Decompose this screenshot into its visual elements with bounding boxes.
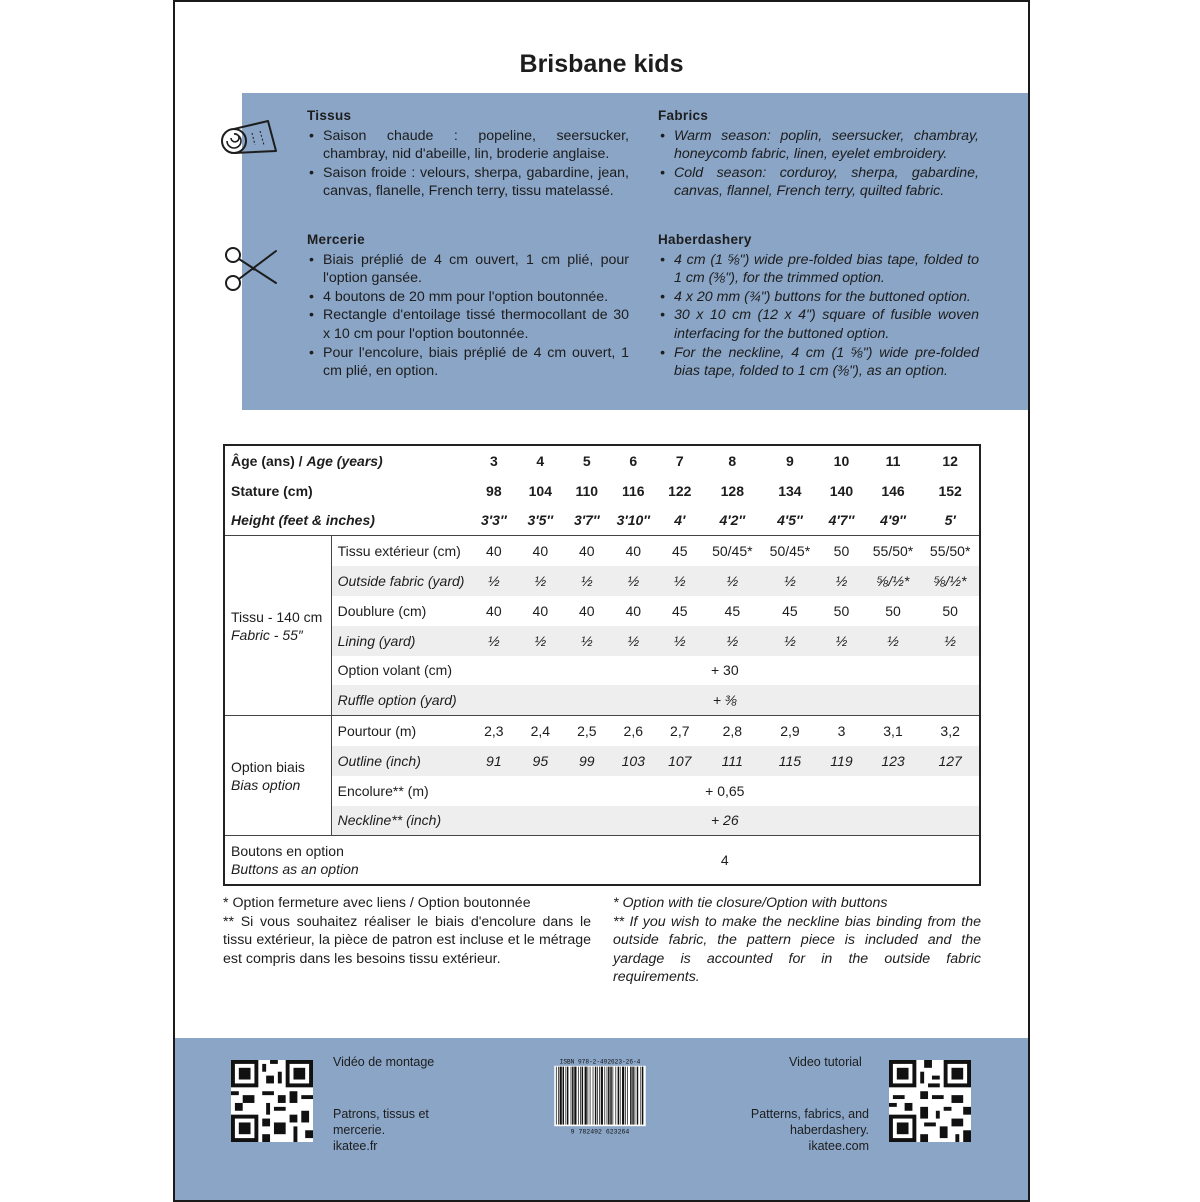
cell: 40 — [471, 536, 517, 566]
cell: 50 — [818, 536, 864, 566]
barcode-bar — [556, 1067, 557, 1125]
cell: 50 — [833, 602, 850, 619]
barcode-bar — [637, 1067, 638, 1125]
cell: 3 — [818, 716, 864, 746]
cell: ½ — [610, 566, 656, 596]
video-label-fr[interactable]: Vidéo de montage — [333, 1055, 435, 1069]
bias-group-label — [224, 716, 331, 836]
cell: 4 — [536, 452, 545, 469]
cell: 4 — [471, 836, 980, 886]
scissors-icon — [222, 243, 282, 295]
footer — [175, 1038, 1028, 1200]
fabrics-fr-heading: Tissus — [307, 108, 352, 123]
cell: 2,7 — [657, 716, 703, 746]
cell: 4′2″ — [719, 512, 746, 529]
cell: ½ — [657, 566, 703, 596]
haberdashery-fr-heading: Mercerie — [307, 232, 365, 247]
bias-group-en: Bias option — [231, 776, 301, 793]
page-title: Brisbane kids — [519, 50, 684, 78]
cell: ⅝/½* — [865, 566, 922, 596]
barcode-bar — [580, 1067, 581, 1125]
cell: 2,4 — [517, 716, 563, 746]
cell: ½ — [762, 626, 819, 656]
cell: ½ — [517, 566, 563, 596]
fabrics-en-heading: Fabrics — [658, 108, 709, 123]
fabric-group-fr: Tissu - 140 cm — [231, 608, 323, 625]
age-label-fr: Âge (ans) / — [231, 452, 307, 469]
list-item: • 4 cm (1 ⅝") wide pre-folded bias tape, folded to 1 cm (⅜"), for the trimmed option. — [658, 251, 979, 288]
row-label: Tissu extérieur (cm) — [331, 536, 470, 566]
cell: 40 — [564, 536, 610, 566]
cell: 4′ — [674, 512, 686, 529]
site-en-link[interactable]: ikatee.com — [808, 1139, 869, 1153]
barcode-bar — [627, 1067, 628, 1125]
barcode-bar — [571, 1067, 572, 1125]
page — [173, 0, 1030, 1202]
cell: 40 — [579, 602, 595, 619]
row-label: Encolure** (m) — [337, 782, 429, 799]
cell: + 30 — [710, 662, 739, 679]
table-row — [224, 746, 980, 776]
table-row — [224, 626, 980, 656]
cell: 55/50* — [865, 536, 922, 566]
list-item: • For the neckline, 4 cm (1 ⅝") wide pre-folded bias tape, folded to 1 cm (⅜"), as an option. — [658, 344, 979, 381]
size-chart-table — [223, 444, 981, 886]
qr-code-en-icon[interactable] — [889, 1060, 971, 1142]
cell: 3,2 — [921, 716, 980, 746]
cell: 3′10″ — [616, 512, 650, 529]
barcode-bar — [585, 1067, 587, 1125]
cell: 99 — [564, 746, 610, 776]
cell: 110 — [575, 482, 599, 499]
table-row — [224, 685, 980, 715]
list-item: • Pour l'encolure, biais préplié de 4 cm ouvert, 1 cm plié, en option. — [307, 344, 629, 381]
cell: 40 — [625, 602, 642, 619]
cell: 152 — [938, 482, 962, 499]
table-row — [224, 836, 980, 886]
barcode-bar — [618, 1067, 619, 1125]
barcode-bar — [622, 1067, 624, 1125]
haberdashery-en — [658, 231, 979, 381]
haberdashery-fr — [307, 231, 629, 381]
table-row — [224, 596, 980, 626]
notes-en — [613, 894, 981, 987]
cell: 8 — [728, 452, 737, 469]
cell: 9 — [786, 452, 794, 469]
cell: + 0,65 — [705, 782, 745, 799]
cell: + 26 — [471, 806, 980, 836]
table-row — [224, 476, 980, 506]
cell: ½ — [703, 566, 762, 596]
notes-fr — [223, 894, 591, 968]
barcode-bar — [632, 1067, 633, 1125]
cell: 3 — [489, 452, 498, 469]
cell: ½ — [818, 566, 864, 596]
list-item: • Biais préplié de 4 cm ouvert, 1 cm plié, pour l'option gansée. — [307, 251, 629, 288]
cell: 40 — [517, 536, 563, 566]
cell: 2,6 — [610, 716, 656, 746]
fabrics-fr — [307, 107, 629, 201]
cell: 140 — [829, 482, 854, 499]
table-row — [224, 566, 980, 596]
cell: 103 — [610, 746, 656, 776]
table-row — [224, 506, 980, 536]
shop-fr: Patrons, tissus et mercerie. — [333, 1107, 429, 1137]
cell: 45 — [782, 602, 798, 619]
barcode-bar — [590, 1067, 591, 1125]
cell: 50 — [885, 602, 901, 619]
barcode-bar — [595, 1067, 596, 1125]
barcode-bar — [608, 1067, 609, 1125]
list-item: • 4 x 20 mm (¾") buttons for the buttoned option. — [658, 288, 979, 307]
bias-group-fr: Option biais — [231, 758, 305, 775]
isbn-text: ISBN 978-2-492623-26-4 — [559, 1058, 641, 1066]
cell: 10 — [833, 452, 850, 469]
list-item: • Warm season: poplin, seersucker, chambray, honeycomb fabric, linen, eyelet embroidery. — [658, 127, 979, 164]
row-label: Lining (yard) — [331, 626, 470, 656]
note: ** If you wish to make the neckline bias binding from the outside fabric, the pattern piece is included and the yardage is accounted for in the outside fabric requirements. — [613, 913, 981, 986]
barcode-bar — [620, 1067, 621, 1125]
table-row — [224, 806, 980, 836]
shop-en: Patterns, fabrics, and haberdashery. — [750, 1107, 869, 1137]
row-label: Outside fabric (yard) — [331, 566, 470, 596]
list-item: • Cold season: corduroy, sherpa, gabardine, canvas, flannel, French terry, quilted fabric. — [658, 164, 979, 201]
list-item: • Saison chaude : popeline, seersucker, chambray, nid d'abeille, lin, broderie anglaise. — [307, 127, 629, 164]
row-label: Doublure (cm) — [337, 602, 427, 619]
cell: 91 — [471, 746, 517, 776]
barcode-bar — [572, 1067, 573, 1125]
cell: 2,9 — [762, 716, 819, 746]
barcode-bar — [625, 1067, 626, 1125]
barcode-bar — [601, 1067, 603, 1125]
barcode-bar — [615, 1067, 616, 1125]
note: * Option fermeture avec liens / Option boutonnée — [223, 895, 531, 911]
note: ** Si vous souhaitez réaliser le biais d'encolure dans le tissu extérieur, la pièce de patron est incluse et le métrage est compris dans les besoins tissu extérieur. — [223, 913, 591, 967]
cell: 50/45* — [762, 536, 819, 566]
cell: 122 — [668, 482, 692, 499]
cell: 45 — [657, 536, 703, 566]
cell: 115 — [762, 746, 819, 776]
fabric-group-en: Fabric - 55″ — [231, 626, 303, 643]
cell: ½ — [703, 626, 762, 656]
video-label-en[interactable]: Video tutorial — [789, 1055, 862, 1069]
barcode-bar — [630, 1067, 631, 1125]
cell: 98 — [486, 482, 502, 499]
table-row — [224, 536, 980, 566]
barcode-bar — [599, 1067, 600, 1125]
fabrics-en — [658, 107, 979, 201]
cell: 40 — [610, 536, 656, 566]
height-label: Height (feet & inches) — [231, 512, 375, 529]
barcode-bar — [640, 1067, 641, 1125]
cell: 5 — [582, 452, 591, 469]
barcode-bar — [558, 1067, 559, 1125]
table-row — [224, 656, 980, 686]
cell: ½ — [610, 626, 656, 656]
cell: ½ — [657, 626, 703, 656]
cell: ½ — [564, 566, 610, 596]
barcode-bar — [612, 1067, 613, 1125]
cell: 4′7″ — [828, 512, 855, 529]
cell: 123 — [865, 746, 922, 776]
cell: 4′5″ — [777, 512, 803, 529]
row-label: Outline (inch) — [331, 746, 470, 776]
buttons-en: Buttons as an option — [231, 861, 359, 878]
cell: 3′3″ — [481, 512, 507, 529]
list-item: • Saison froide : velours, sherpa, gabardine, jean, canvas, flanelle, French terry, tissu matelassé. — [307, 164, 629, 201]
barcode-bar — [593, 1067, 594, 1125]
buttons-label — [224, 836, 471, 886]
barcode-bar — [604, 1067, 605, 1125]
barcode-bar — [565, 1067, 566, 1125]
site-fr-link[interactable]: ikatee.fr — [333, 1139, 378, 1153]
cell: ½ — [471, 626, 517, 656]
cell: ½ — [865, 626, 922, 656]
cell: 7 — [675, 452, 684, 469]
cell: 40 — [532, 602, 549, 619]
materials-panel — [242, 93, 1028, 410]
cell: 2,3 — [471, 716, 517, 746]
fabric-group-label — [224, 536, 331, 716]
cell: ½ — [818, 626, 864, 656]
cell: ⅝/½* — [921, 566, 980, 596]
cell: 107 — [657, 746, 703, 776]
cell: 127 — [921, 746, 980, 776]
cell: 3,1 — [865, 716, 922, 746]
qr-code-fr-icon[interactable] — [231, 1060, 313, 1142]
barcode-icon — [540, 1056, 660, 1136]
list-item: • Rectangle d'entoilage tissé thermocollant de 30 x 10 cm pour l'option boutonnée. — [307, 306, 629, 343]
cell: 146 — [881, 482, 905, 499]
barcode-bar — [574, 1067, 576, 1125]
fabric-roll-icon — [220, 115, 280, 167]
cell: ½ — [471, 566, 517, 596]
buttons-fr: Boutons en option — [231, 843, 344, 860]
list-item: • 4 boutons de 20 mm pour l'option boutonnée. — [307, 288, 629, 307]
barcode-bar — [563, 1067, 564, 1125]
list-item: • 30 x 10 cm (12 x 4") square of fusible woven interfacing for the buttoned option. — [658, 306, 979, 343]
cell: 3′5″ — [527, 512, 554, 529]
table-row — [224, 716, 980, 746]
haberdashery-en-heading: Haberdashery — [658, 232, 752, 247]
barcode-number: 9 782492 623264 — [570, 1128, 630, 1136]
cell: ½ — [564, 626, 610, 656]
barcode-bar — [607, 1067, 608, 1125]
cell: 6 — [629, 452, 638, 469]
age-label-en: Age (years) — [306, 452, 383, 469]
cell: 3′7″ — [573, 512, 600, 529]
barcode-bar — [567, 1067, 568, 1125]
cell: 55/50* — [921, 536, 980, 566]
cell: 50/45* — [703, 536, 762, 566]
row-label: Pourtour (m) — [331, 716, 470, 746]
cell: 11 — [885, 452, 901, 469]
cell: 111 — [703, 746, 762, 776]
cell: 104 — [528, 482, 552, 499]
cell: 128 — [720, 482, 744, 499]
cell: ½ — [921, 626, 980, 656]
row-label: Ruffle option (yard) — [331, 685, 470, 715]
row-label: Neckline** (inch) — [331, 806, 470, 836]
cell: 45 — [724, 602, 741, 619]
barcode-bar — [582, 1067, 583, 1125]
cell: + ⅜ — [471, 685, 980, 715]
cell: 2,5 — [564, 716, 610, 746]
row-label: Option volant (cm) — [337, 662, 452, 679]
cell: 50 — [942, 602, 958, 619]
barcode-bar — [635, 1067, 636, 1125]
table-row — [224, 776, 980, 806]
barcode-bar — [588, 1067, 589, 1125]
barcode-bar — [578, 1067, 579, 1125]
cell: 95 — [517, 746, 563, 776]
barcode-bar — [560, 1067, 562, 1125]
note: * Option with tie closure/Option with buttons — [613, 895, 888, 911]
cell: 12 — [942, 452, 958, 469]
cell: 4′9″ — [880, 512, 906, 529]
cell: 2,8 — [703, 716, 762, 746]
stature-label: Stature (cm) — [231, 482, 313, 499]
cell: 40 — [486, 602, 502, 619]
cell: ½ — [517, 626, 563, 656]
cell: 119 — [818, 746, 864, 776]
cell: 45 — [671, 602, 688, 619]
cell: 116 — [621, 482, 645, 499]
barcode-bar — [642, 1067, 643, 1125]
table-row — [224, 445, 980, 476]
barcode-bar — [597, 1067, 598, 1125]
cell: ½ — [762, 566, 819, 596]
cell: 134 — [778, 482, 802, 499]
cell: 5′ — [944, 512, 956, 529]
barcode-bar — [610, 1067, 611, 1125]
